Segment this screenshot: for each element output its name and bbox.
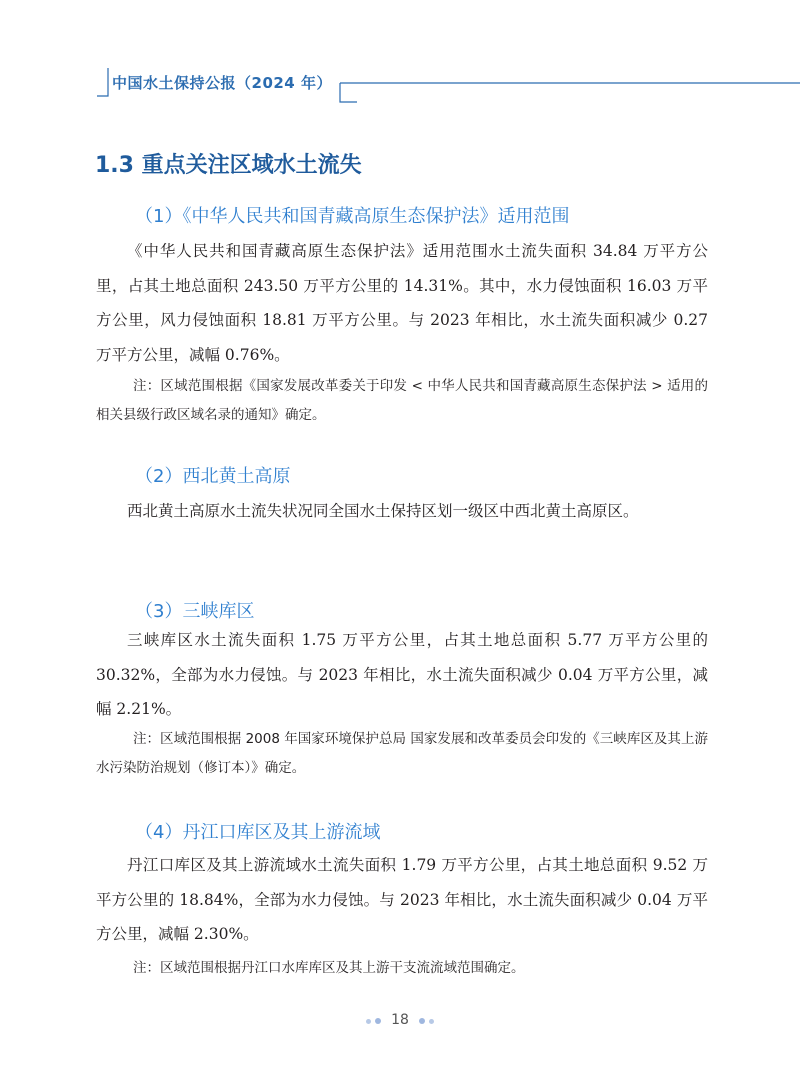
dots-decoration-left xyxy=(364,1012,383,1028)
section-title: 1.3 重点关注区域水土流失 xyxy=(95,153,362,178)
page-number: 18 xyxy=(391,1012,409,1028)
header-decoration xyxy=(0,0,800,120)
note-3: 注：区域范围根据 2008 年国家环境保护总局 国家发展和改革委员会印发的《三峡库区及其上游水污染防治规划（修订本）》确定。 xyxy=(96,731,708,776)
subsection-heading-3: （3）三峡库区 xyxy=(135,601,255,622)
subsection-heading-4: （4）丹江口库区及其上游流域 xyxy=(135,822,381,843)
page-footer xyxy=(0,1012,800,1028)
running-header-title: 中国水土保持公报（2024 年） xyxy=(112,74,332,92)
subsection-heading-2: （2）西北黄土高原 xyxy=(135,466,291,487)
paragraph-4: 丹江口库区及其上游流域水土流失面积 1.79 万平方公里，占其土地总面积 9.52 万平方公里的 18.84%，全部为水力侵蚀。与 2023 年相比，水土流失面积减少 0.04 万平方公里，减幅 2.30%。 xyxy=(96,856,708,943)
paragraph-1: 《中华人民共和国青藏高原生态保护法》适用范围水土流失面积 34.84 万平方公里，占其土地总面积 243.50 万平方公里的 14.31%。其中，水力侵蚀面积 16.03 万平方公里，风力侵蚀面积 18.81 万平方公里。与 2023 年相比，水土流失面积减少 0.27 万平方公里，减幅 0.76%。 xyxy=(96,242,708,364)
subsection-heading-1: （1）《中华人民共和国青藏高原生态保护法》适用范围 xyxy=(135,206,570,227)
paragraph-3: 三峡库区水土流失面积 1.75 万平方公里，占其土地总面积 5.77 万平方公里的 30.32%，全部为水力侵蚀。与 2023 年相比，水土流失面积减少 0.04 万平方公里，减幅 2.21%。 xyxy=(96,631,708,718)
dots-decoration-right xyxy=(417,1012,436,1028)
paragraph-2: 西北黄土高原水土流失状况同全国水土保持区划一级区中西北黄土高原区。 xyxy=(127,502,639,520)
note-4: 注：区域范围根据丹江口水库库区及其上游干支流流域范围确定。 xyxy=(133,960,525,976)
note-1: 注：区域范围根据《国家发展改革委关于印发 < 中华人民共和国青藏高原生态保护法 > 适用的相关县级行政区域名录的通知》确定。 xyxy=(96,378,708,423)
